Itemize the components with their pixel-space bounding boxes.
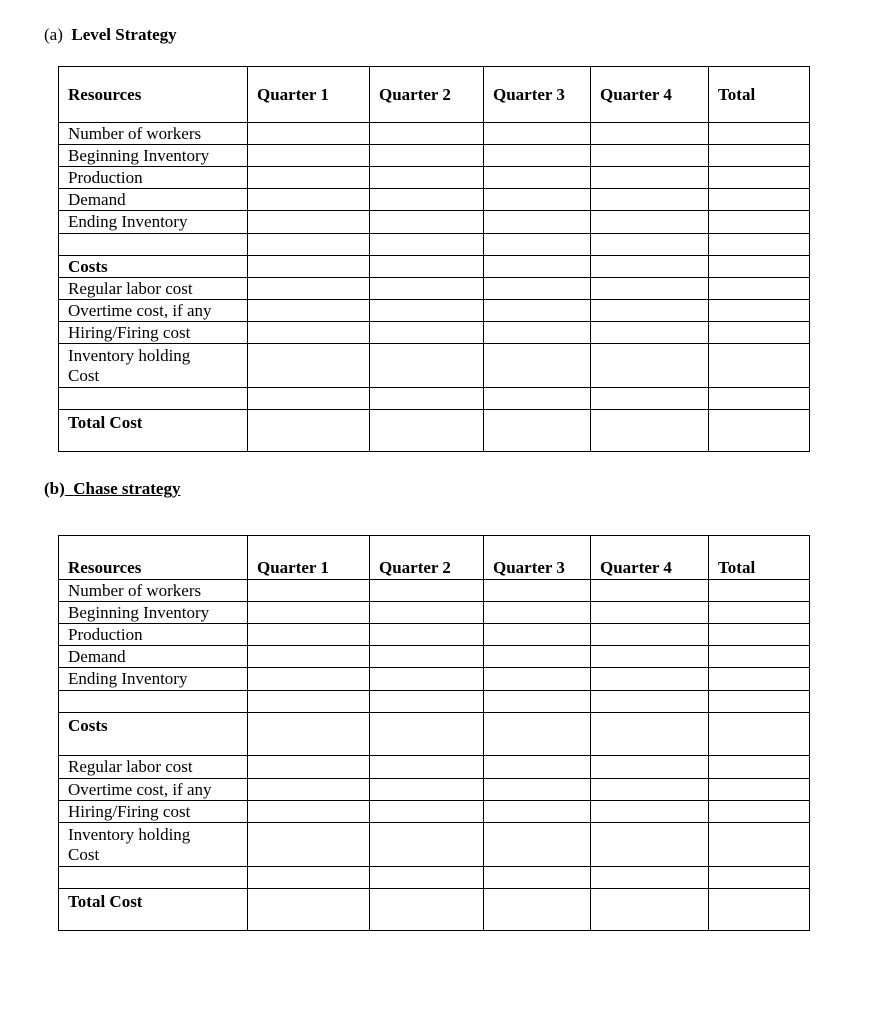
cell[interactable] [248,123,370,145]
cell[interactable] [484,167,591,189]
cell[interactable] [709,668,810,691]
cell[interactable] [484,602,591,624]
cell[interactable] [591,167,709,189]
table-row [59,668,810,691]
cell[interactable] [709,189,810,211]
holding-line-1: Inventory holding [68,345,191,365]
row-label-hiring-firing-cost: Hiring/Firing cost [59,801,248,823]
table-a-header-row [59,67,810,123]
section-b-title: Chase strategy [73,479,181,498]
cell[interactable] [709,278,810,300]
header-total: Total [709,536,810,580]
cell[interactable] [591,779,709,801]
cell[interactable] [709,300,810,322]
cell[interactable] [591,756,709,779]
cell[interactable] [370,779,484,801]
cell[interactable] [709,867,810,889]
cell[interactable] [484,234,591,256]
cell[interactable] [370,756,484,779]
table-row [59,580,810,602]
cell[interactable] [370,145,484,167]
header-quarter-3: Quarter 3 [484,67,591,123]
row-label-beginning-inventory: Beginning Inventory [59,602,248,624]
cell[interactable] [591,145,709,167]
table-row [59,322,810,344]
cell[interactable] [484,668,591,691]
cell[interactable] [709,344,810,388]
cell[interactable] [484,624,591,646]
table-row [59,123,810,145]
row-label-costs: Costs [59,713,248,756]
cell[interactable] [248,300,370,322]
row-label-overtime-cost: Overtime cost, if any [59,300,248,322]
cell[interactable] [370,388,484,410]
table-row [59,713,810,756]
cell[interactable] [591,646,709,668]
table-row [59,410,810,452]
table-row [59,167,810,189]
cell[interactable] [591,211,709,234]
cell[interactable] [370,344,484,388]
section-a-title: Level Strategy [71,25,177,44]
cell[interactable] [370,322,484,344]
cell[interactable] [709,756,810,779]
cell[interactable] [591,322,709,344]
row-label-overtime-cost: Overtime cost, if any [59,779,248,801]
cell[interactable] [248,145,370,167]
cell[interactable] [709,167,810,189]
cell[interactable] [484,256,591,278]
table-row [59,779,810,801]
blank-cell [59,388,248,410]
table-row [59,145,810,167]
table-row-blank [59,867,810,889]
header-quarter-2: Quarter 2 [370,536,484,580]
cell[interactable] [709,602,810,624]
header-quarter-4: Quarter 4 [591,67,709,123]
cell[interactable] [484,691,591,713]
holding-line-2: Cost [68,365,100,385]
table-row [59,278,810,300]
cell[interactable] [709,691,810,713]
cell[interactable] [370,602,484,624]
cell[interactable] [591,300,709,322]
row-label-production: Production [59,167,248,189]
cell[interactable] [370,189,484,211]
cell[interactable] [709,388,810,410]
cell[interactable] [484,189,591,211]
cell[interactable] [591,234,709,256]
cell[interactable] [709,823,810,867]
cell[interactable] [370,234,484,256]
cell[interactable] [484,388,591,410]
table-row [59,756,810,779]
blank-cell [59,867,248,889]
cell[interactable] [248,756,370,779]
cell[interactable] [370,823,484,867]
table-row [59,300,810,322]
row-label-regular-labor-cost: Regular labor cost [59,756,248,779]
cell[interactable] [370,278,484,300]
cell[interactable] [248,189,370,211]
cell[interactable] [248,256,370,278]
cell[interactable] [484,823,591,867]
cell[interactable] [248,234,370,256]
header-quarter-4: Quarter 4 [591,536,709,580]
table-row [59,801,810,823]
holding-line-2: Cost [68,844,100,864]
chase-strategy-table [58,535,810,931]
cell[interactable] [484,713,591,756]
blank-cell [59,691,248,713]
cell[interactable] [484,278,591,300]
row-label-inventory-holding-cost [59,823,248,867]
cell[interactable] [591,189,709,211]
cell[interactable] [709,322,810,344]
table-row [59,211,810,234]
section-b-marker: (b) [44,479,65,498]
cell[interactable] [248,278,370,300]
cell[interactable] [484,344,591,388]
cell[interactable] [591,624,709,646]
row-label-ending-inventory: Ending Inventory [59,668,248,691]
cell[interactable] [709,580,810,602]
row-label-total-cost: Total Cost [59,410,248,452]
row-label-workers: Number of workers [59,123,248,145]
row-label-total-cost: Total Cost [59,889,248,931]
section-b-heading [44,479,180,499]
cell[interactable] [370,123,484,145]
header-quarter-1: Quarter 1 [248,536,370,580]
cell[interactable] [248,823,370,867]
cell[interactable] [484,322,591,344]
cell[interactable] [591,123,709,145]
cell[interactable] [248,713,370,756]
cell[interactable] [248,779,370,801]
cell[interactable] [709,889,810,931]
table-row [59,624,810,646]
cell[interactable] [484,646,591,668]
header-quarter-3: Quarter 3 [484,536,591,580]
table-row [59,256,810,278]
row-label-regular-labor-cost: Regular labor cost [59,278,248,300]
cell[interactable] [248,167,370,189]
cell[interactable] [370,580,484,602]
cell[interactable] [591,867,709,889]
header-total: Total [709,67,810,123]
row-label-demand: Demand [59,189,248,211]
cell[interactable] [591,256,709,278]
cell[interactable] [484,779,591,801]
level-strategy-table [58,66,810,452]
row-label-inventory-holding-cost [59,344,248,388]
cell[interactable] [370,624,484,646]
cell[interactable] [370,801,484,823]
row-label-beginning-inventory: Beginning Inventory [59,145,248,167]
cell[interactable] [709,234,810,256]
blank-cell [59,234,248,256]
row-label-workers: Number of workers [59,580,248,602]
cell[interactable] [709,145,810,167]
cell[interactable] [248,211,370,234]
cell[interactable] [484,145,591,167]
cell[interactable] [591,801,709,823]
cell[interactable] [370,256,484,278]
table-row-blank [59,388,810,410]
cell[interactable] [248,801,370,823]
table-row [59,602,810,624]
cell[interactable] [709,211,810,234]
cell[interactable] [709,624,810,646]
section-a-heading [44,25,177,45]
table-row [59,344,810,388]
table-row [59,646,810,668]
cell[interactable] [591,580,709,602]
header-resources: Resources [59,536,248,580]
table-row [59,823,810,867]
cell[interactable] [709,646,810,668]
header-quarter-1: Quarter 1 [248,67,370,123]
cell[interactable] [370,691,484,713]
cell[interactable] [709,256,810,278]
row-label-hiring-firing-cost: Hiring/Firing cost [59,322,248,344]
cell[interactable] [248,867,370,889]
cell[interactable] [591,823,709,867]
cell[interactable] [484,211,591,234]
row-label-production: Production [59,624,248,646]
cell[interactable] [591,388,709,410]
row-label-ending-inventory: Ending Inventory [59,211,248,234]
row-label-demand: Demand [59,646,248,668]
cell[interactable] [248,602,370,624]
cell[interactable] [484,756,591,779]
cell[interactable] [248,646,370,668]
cell[interactable] [370,211,484,234]
header-quarter-2: Quarter 2 [370,67,484,123]
table-b-header-row [59,536,810,580]
cell[interactable] [370,713,484,756]
cell[interactable] [484,123,591,145]
cell[interactable] [709,713,810,756]
cell[interactable] [370,410,484,452]
cell[interactable] [709,410,810,452]
cell[interactable] [248,322,370,344]
cell[interactable] [484,801,591,823]
table-row-blank [59,691,810,713]
cell[interactable] [591,713,709,756]
cell[interactable] [248,410,370,452]
cell[interactable] [591,344,709,388]
cell[interactable] [591,278,709,300]
holding-line-1: Inventory holding [68,824,191,844]
table-row-blank [59,234,810,256]
cell[interactable] [484,410,591,452]
cell[interactable] [248,344,370,388]
section-a-marker: (a) [44,25,63,44]
cell[interactable] [484,300,591,322]
cell[interactable] [248,624,370,646]
cell[interactable] [709,779,810,801]
cell[interactable] [248,580,370,602]
table-row [59,889,810,931]
cell[interactable] [370,167,484,189]
header-resources: Resources [59,67,248,123]
cell[interactable] [370,668,484,691]
table-row [59,189,810,211]
cell[interactable] [591,691,709,713]
cell[interactable] [370,646,484,668]
cell[interactable] [484,867,591,889]
cell[interactable] [248,668,370,691]
cell[interactable] [370,889,484,931]
cell[interactable] [370,300,484,322]
cell[interactable] [591,410,709,452]
cell[interactable] [248,889,370,931]
cell[interactable] [591,668,709,691]
row-label-costs: Costs [59,256,248,278]
cell[interactable] [248,388,370,410]
cell[interactable] [709,801,810,823]
cell[interactable] [248,691,370,713]
cell[interactable] [709,123,810,145]
cell[interactable] [484,889,591,931]
cell[interactable] [370,867,484,889]
cell[interactable] [484,580,591,602]
cell[interactable] [591,889,709,931]
cell[interactable] [591,602,709,624]
